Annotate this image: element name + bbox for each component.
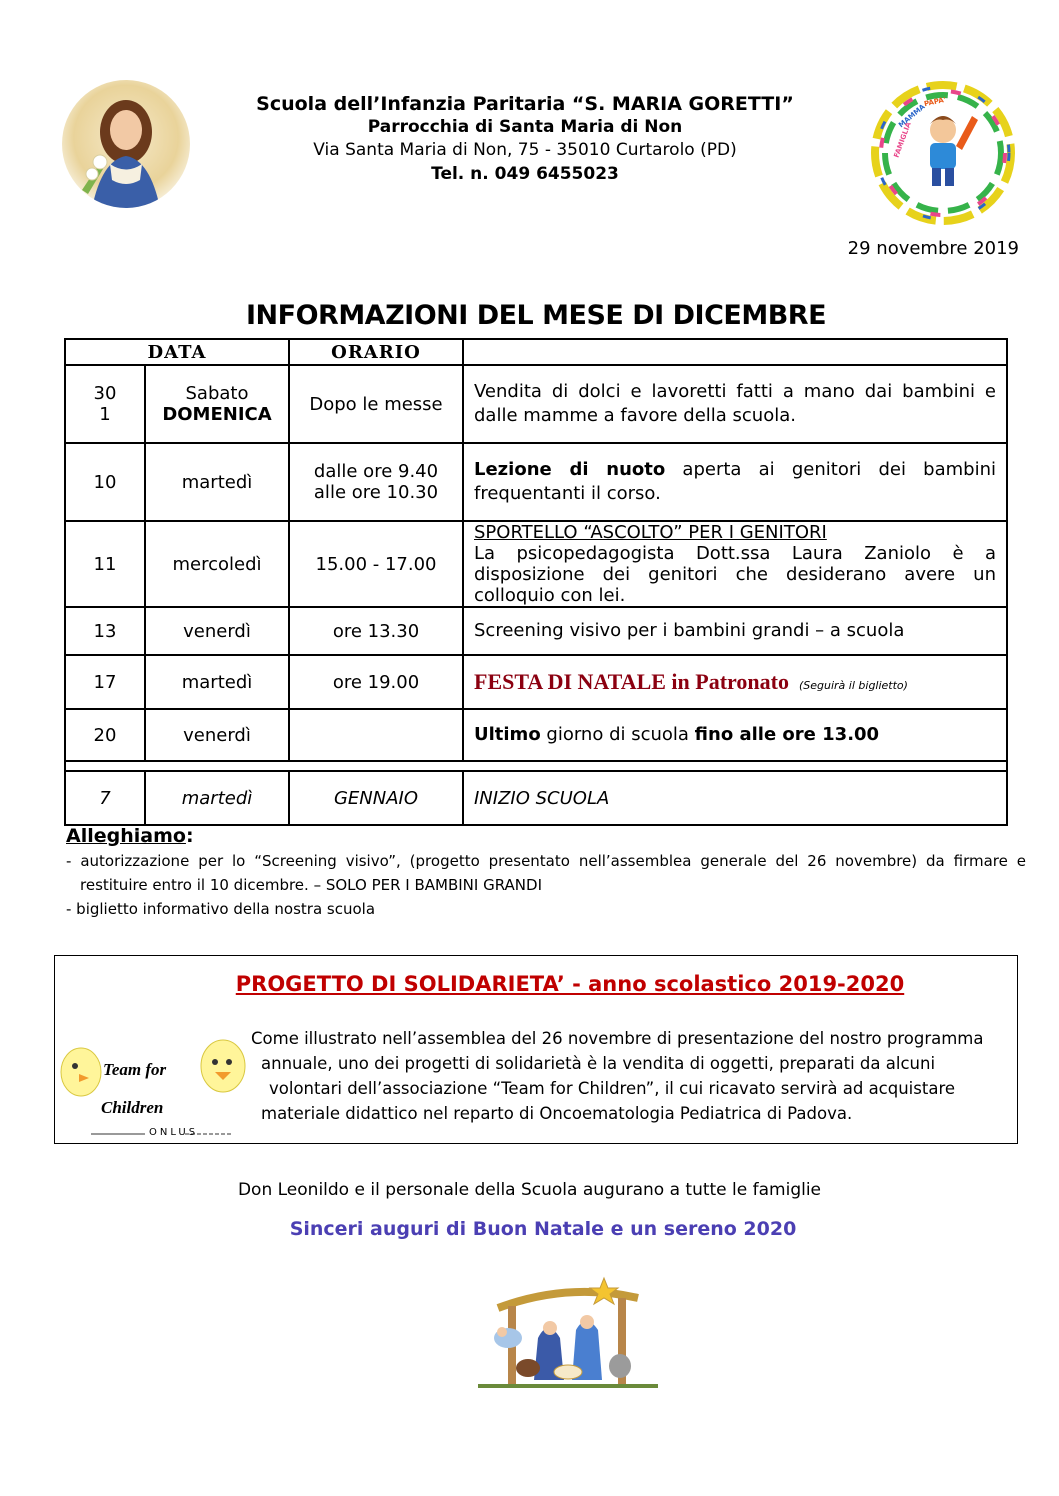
row-description: INIZIO SCUOLA: [463, 771, 1007, 825]
description-text: giorno di scuola: [540, 724, 695, 745]
parish-name: Parrocchia di Santa Maria di Non: [367, 117, 683, 137]
christmas-party-text: FESTA DI NATALE in Patronato: [474, 669, 789, 694]
christmas-greeting: Sinceri auguri di Buon Natale e un sereno 2020: [289, 1218, 797, 1240]
row-date-number: [65, 365, 145, 443]
weekday-2: DOMENICA: [162, 404, 272, 425]
row-weekday: martedì: [145, 443, 289, 521]
solidarity-project-box: [54, 955, 1018, 1144]
solidarity-line: annuale, uno dei progetti di solidarietà è la vendita di oggetti, preparati da alcuni: [261, 1054, 936, 1073]
family-circle-logo: [858, 78, 1028, 228]
description-text: aperta ai genitori dei bambini frequentanti il corso.: [474, 459, 996, 504]
description-text: La psicopedagogista Dott.ssa Laura Zaniolo è a disposizione dei genitori che desiderano avere un colloquio con lei.: [474, 543, 996, 606]
solidarity-title: PROGETTO DI SOLIDARIETA’ - anno scolastico 2019-2020: [235, 972, 905, 996]
description-bold: Lezione di nuoto: [474, 459, 666, 480]
time-line-1: dalle ore 9.40: [313, 461, 439, 482]
table-row: [65, 655, 1007, 709]
solidarity-text: [243, 1026, 1023, 1126]
logo-onlus: ONLUS: [149, 1127, 199, 1138]
row-weekday: venerdì: [145, 607, 289, 655]
table-row: [65, 521, 1007, 607]
solidarity-line: materiale didattico nel reparto di Oncoematologia Pediatrica di Padova.: [261, 1104, 853, 1123]
table-header-row: [65, 339, 1007, 365]
school-name: Scuola dell’Infanzia Paritaria “S. MARIA GORETTI”: [256, 93, 794, 115]
header-description: [463, 339, 1007, 365]
school-header: [190, 92, 860, 186]
solidarity-line: volontari dell’associazione “Team for Children”, il cui ricavato servirà ad acquistare: [269, 1079, 956, 1098]
row-weekday: [145, 365, 289, 443]
row-date-number: 11: [65, 521, 145, 607]
row-weekday: martedì: [145, 771, 289, 825]
row-time: ore 13.30: [289, 607, 463, 655]
description-bold-1: Ultimo: [474, 724, 541, 745]
table-row: [65, 365, 1007, 443]
school-address: Via Santa Maria di Non, 75 - 35010 Curtarolo (PD): [313, 140, 737, 160]
closing-message: Don Leonildo e il personale della Scuola augurano a tutte le famiglie: [237, 1180, 822, 1200]
december-schedule-table: [64, 338, 1008, 826]
attachment-item: - biglietto informativo della nostra scuola: [66, 900, 376, 918]
date-number-2: 1: [99, 404, 111, 425]
document-date: 29 novembre 2019: [847, 238, 1019, 259]
row-weekday: martedì: [145, 655, 289, 709]
row-time: [289, 443, 463, 521]
header-orario: ORARIO: [289, 339, 463, 365]
date-number-1: 30: [93, 383, 117, 404]
table-separator-row: [65, 761, 1007, 771]
description-title: SPORTELLO “ASCOLTO” PER I GENITORI: [474, 522, 827, 543]
table-row: [65, 771, 1007, 825]
row-date-number: 13: [65, 607, 145, 655]
team-for-children-logo: [55, 1026, 250, 1141]
table-row: [65, 443, 1007, 521]
attachments-title: Alleghiamo: [66, 825, 186, 847]
weekday-1: Sabato: [185, 383, 249, 404]
table-row: [65, 709, 1007, 761]
logo-word-papa: PAPA': [923, 95, 947, 109]
row-description: [463, 709, 1007, 761]
row-date-number: 17: [65, 655, 145, 709]
row-time: GENNAIO: [289, 771, 463, 825]
row-date-number: 20: [65, 709, 145, 761]
row-description: Screening visivo per i bambini grandi – a scuola: [463, 607, 1007, 655]
row-date-number: 7: [65, 771, 145, 825]
row-description: [463, 655, 1007, 709]
row-time: 15.00 - 17.00: [289, 521, 463, 607]
nativity-illustration: [468, 1268, 668, 1398]
table-row: [65, 607, 1007, 655]
description-bold-2: fino alle ore 13.00: [694, 724, 880, 745]
row-weekday: venerdì: [145, 709, 289, 761]
school-telephone: Tel. n. 049 6455023: [431, 164, 619, 184]
page-title: INFORMAZIONI DEL MESE DI DICEMBRE: [245, 300, 827, 331]
logo-word-famiglia: FAMIGLIA: [892, 121, 913, 159]
row-description: Vendita di dolci e lavoretti fatti a mano dai bambini e dalle mamme a favore della scuola.: [463, 365, 1007, 443]
ticket-note: (Seguirà il biglietto): [798, 679, 908, 692]
logo-team-for: Team for: [103, 1060, 167, 1079]
time-line-2: alle ore 10.30: [313, 482, 439, 503]
header-data: DATA: [65, 339, 289, 365]
row-description: [463, 521, 1007, 607]
row-time: ore 19.00: [289, 655, 463, 709]
row-date-number: 10: [65, 443, 145, 521]
solidarity-line: Come illustrato nell’assemblea del 26 novembre di presentazione del nostro programma: [251, 1029, 984, 1048]
row-description: [463, 443, 1007, 521]
row-weekday: mercoledì: [145, 521, 289, 607]
saint-portrait-logo: [62, 80, 190, 208]
attachments-section: [66, 824, 1026, 921]
attachments-colon: :: [185, 825, 194, 847]
logo-word-mamma: MAMMA: [897, 102, 927, 130]
logo-children: Children: [101, 1098, 164, 1117]
row-time: Dopo le messe: [289, 365, 463, 443]
row-time: [289, 709, 463, 761]
attachment-item: - autorizzazione per lo “Screening visivo”, (progetto presentato nell’assemblea generale del 26 novembre) da firmare e restituire entro il 10 dicembre. – SOLO PER I BAMBINI GRANDI: [66, 852, 1026, 894]
